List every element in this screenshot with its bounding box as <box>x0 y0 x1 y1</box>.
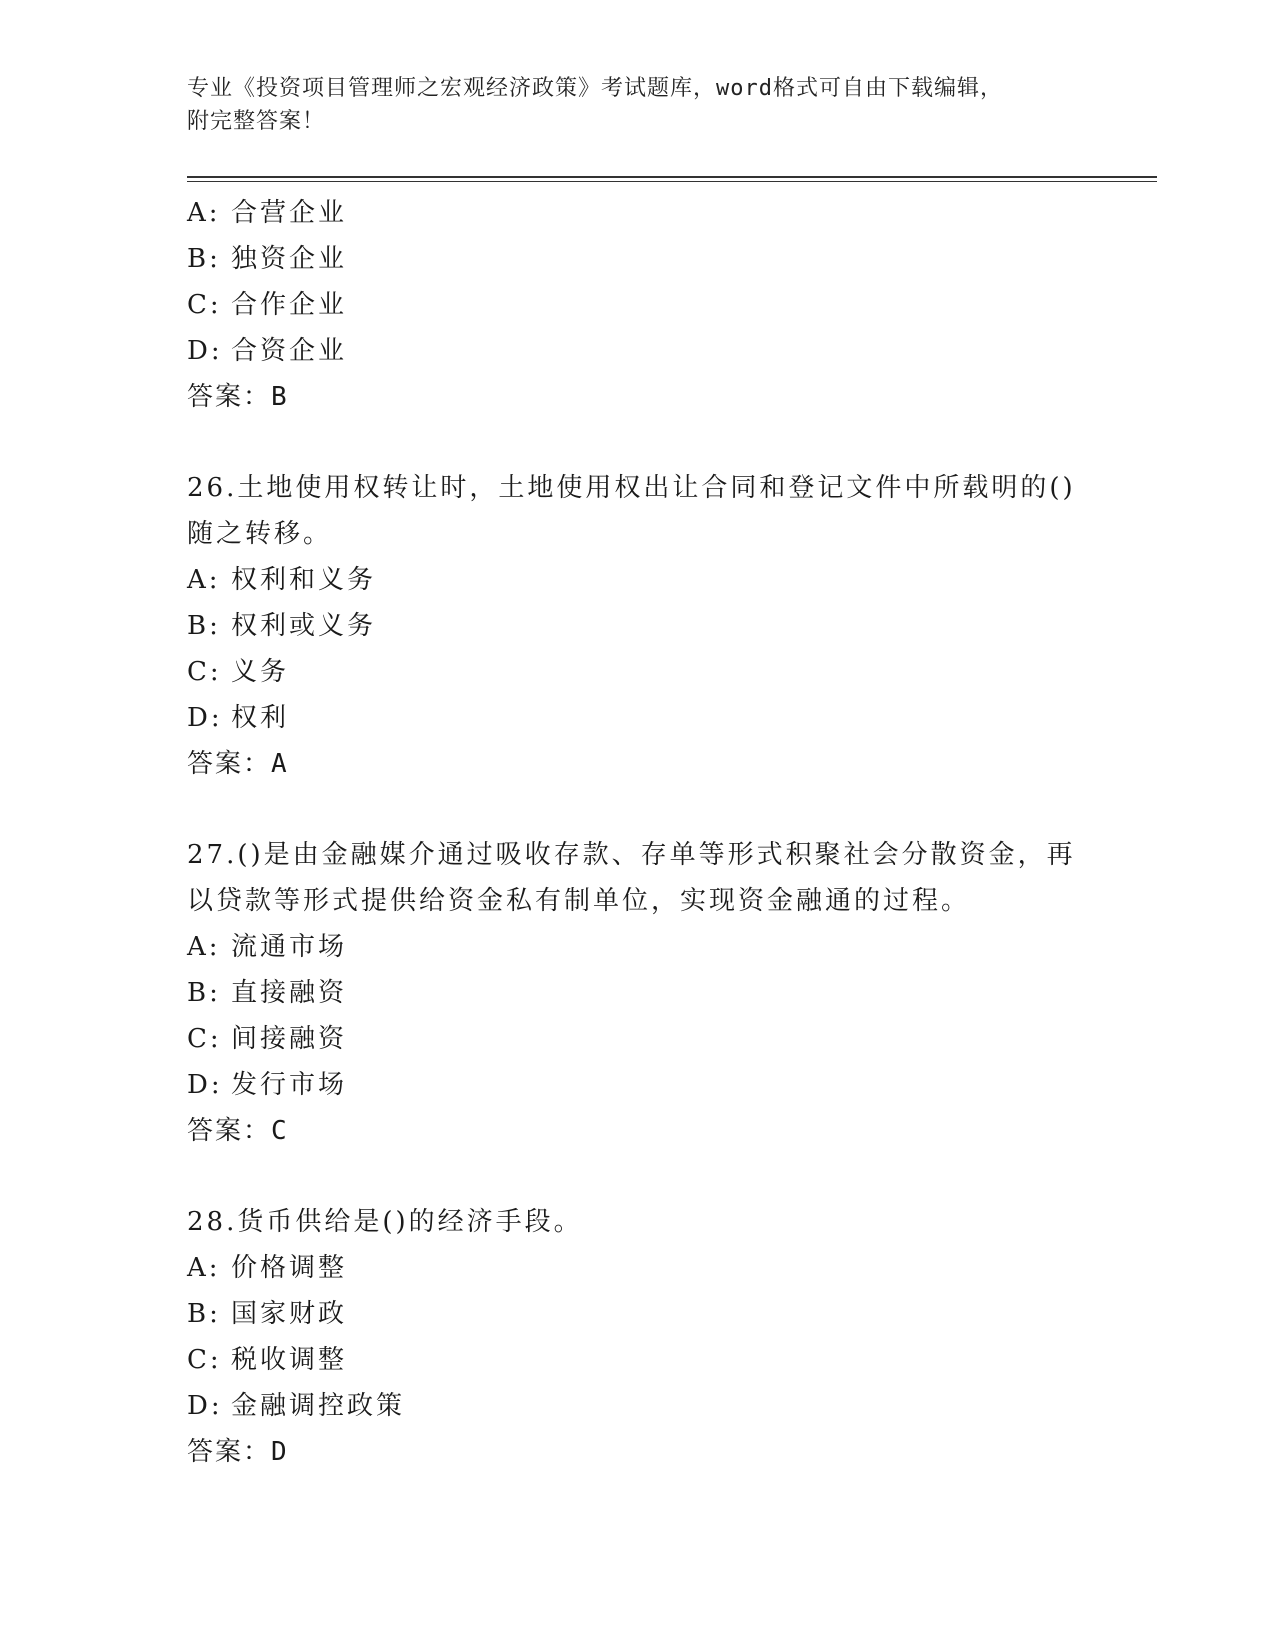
option-text: 国家财政 <box>231 1299 348 1329</box>
option-text: 金融调控政策 <box>231 1391 406 1421</box>
option-key: B: <box>187 1299 221 1329</box>
spacer <box>187 1154 1107 1199</box>
header-line-1: 专业《投资项目管理师之宏观经济政策》考试题库，word格式可自由下载编辑， <box>187 76 1003 101</box>
option-c <box>187 1016 1107 1062</box>
answer-value: A <box>271 749 289 779</box>
option-d <box>187 1062 1107 1108</box>
option-key: B: <box>187 611 221 641</box>
header-divider-thin <box>187 181 1157 182</box>
option-text: 价格调整 <box>231 1253 348 1283</box>
question-line: 27.()是由金融媒介通过吸收存款、存单等形式积聚社会分散资金，再 <box>187 840 1076 870</box>
header-divider-thick <box>187 176 1157 178</box>
option-a <box>187 557 1107 603</box>
answer-label: 答案： <box>187 1116 272 1146</box>
option-text: 间接融资 <box>231 1024 348 1054</box>
question-text <box>187 832 1107 924</box>
spacer <box>187 787 1107 832</box>
option-key: C: <box>187 657 222 687</box>
option-key: A: <box>187 198 221 228</box>
option-key: C: <box>187 290 222 320</box>
option-text: 税收调整 <box>231 1345 348 1375</box>
option-key: C: <box>187 1024 222 1054</box>
option-key: D: <box>187 1070 223 1100</box>
answer-label: 答案： <box>187 382 272 412</box>
option-a <box>187 924 1107 970</box>
answer-value: C <box>271 1116 289 1146</box>
option-text: 权利或义务 <box>231 611 377 641</box>
option-text: 发行市场 <box>231 1070 348 1100</box>
option-text: 合营企业 <box>231 198 348 228</box>
option-a <box>187 1245 1107 1291</box>
answer-line <box>187 1429 1107 1475</box>
option-text: 独资企业 <box>231 244 348 274</box>
answer-label: 答案： <box>187 749 272 779</box>
option-text: 权利和义务 <box>231 565 377 595</box>
answer-label: 答案： <box>187 1437 272 1467</box>
option-text: 义务 <box>231 657 290 687</box>
answer-line <box>187 741 1107 787</box>
option-b <box>187 603 1107 649</box>
option-text: 合资企业 <box>231 336 348 366</box>
option-d <box>187 1383 1107 1429</box>
answer-line <box>187 1108 1107 1154</box>
question-block-27 <box>187 832 1107 1154</box>
question-block-28 <box>187 1199 1107 1475</box>
option-b <box>187 1291 1107 1337</box>
option-b <box>187 970 1107 1016</box>
option-d <box>187 328 1107 374</box>
question-line: 28.货币供给是()的经济手段。 <box>187 1207 583 1237</box>
option-text: 合作企业 <box>231 290 348 320</box>
question-block-26 <box>187 465 1107 787</box>
answer-line <box>187 374 1107 420</box>
spacer <box>187 420 1107 465</box>
option-c <box>187 1337 1107 1383</box>
question-line: 26.土地使用权转让时，土地使用权出让合同和登记文件中所载明的() <box>187 473 1076 503</box>
header-line-2: 附完整答案！ <box>187 109 326 134</box>
question-text <box>187 1199 1107 1245</box>
option-key: A: <box>187 1253 221 1283</box>
option-b <box>187 236 1107 282</box>
option-c <box>187 282 1107 328</box>
option-text: 权利 <box>231 703 290 733</box>
question-text <box>187 465 1107 557</box>
option-key: B: <box>187 244 221 274</box>
option-key: C: <box>187 1345 222 1375</box>
question-line: 随之转移。 <box>187 519 333 549</box>
option-text: 流通市场 <box>231 932 348 962</box>
option-text: 直接融资 <box>231 978 348 1008</box>
question-list <box>187 190 1107 1475</box>
option-key: D: <box>187 336 223 366</box>
option-key: D: <box>187 703 223 733</box>
option-a <box>187 190 1107 236</box>
option-key: B: <box>187 978 221 1008</box>
option-c <box>187 649 1107 695</box>
option-key: D: <box>187 1391 223 1421</box>
option-d <box>187 695 1107 741</box>
option-key: A: <box>187 565 221 595</box>
answer-value: B <box>271 382 289 412</box>
question-block-prev <box>187 190 1107 420</box>
answer-value: D <box>271 1437 289 1467</box>
option-key: A: <box>187 932 221 962</box>
document-header <box>187 72 1107 138</box>
question-line: 以贷款等形式提供给资金私有制单位，实现资金融通的过程。 <box>187 886 971 916</box>
